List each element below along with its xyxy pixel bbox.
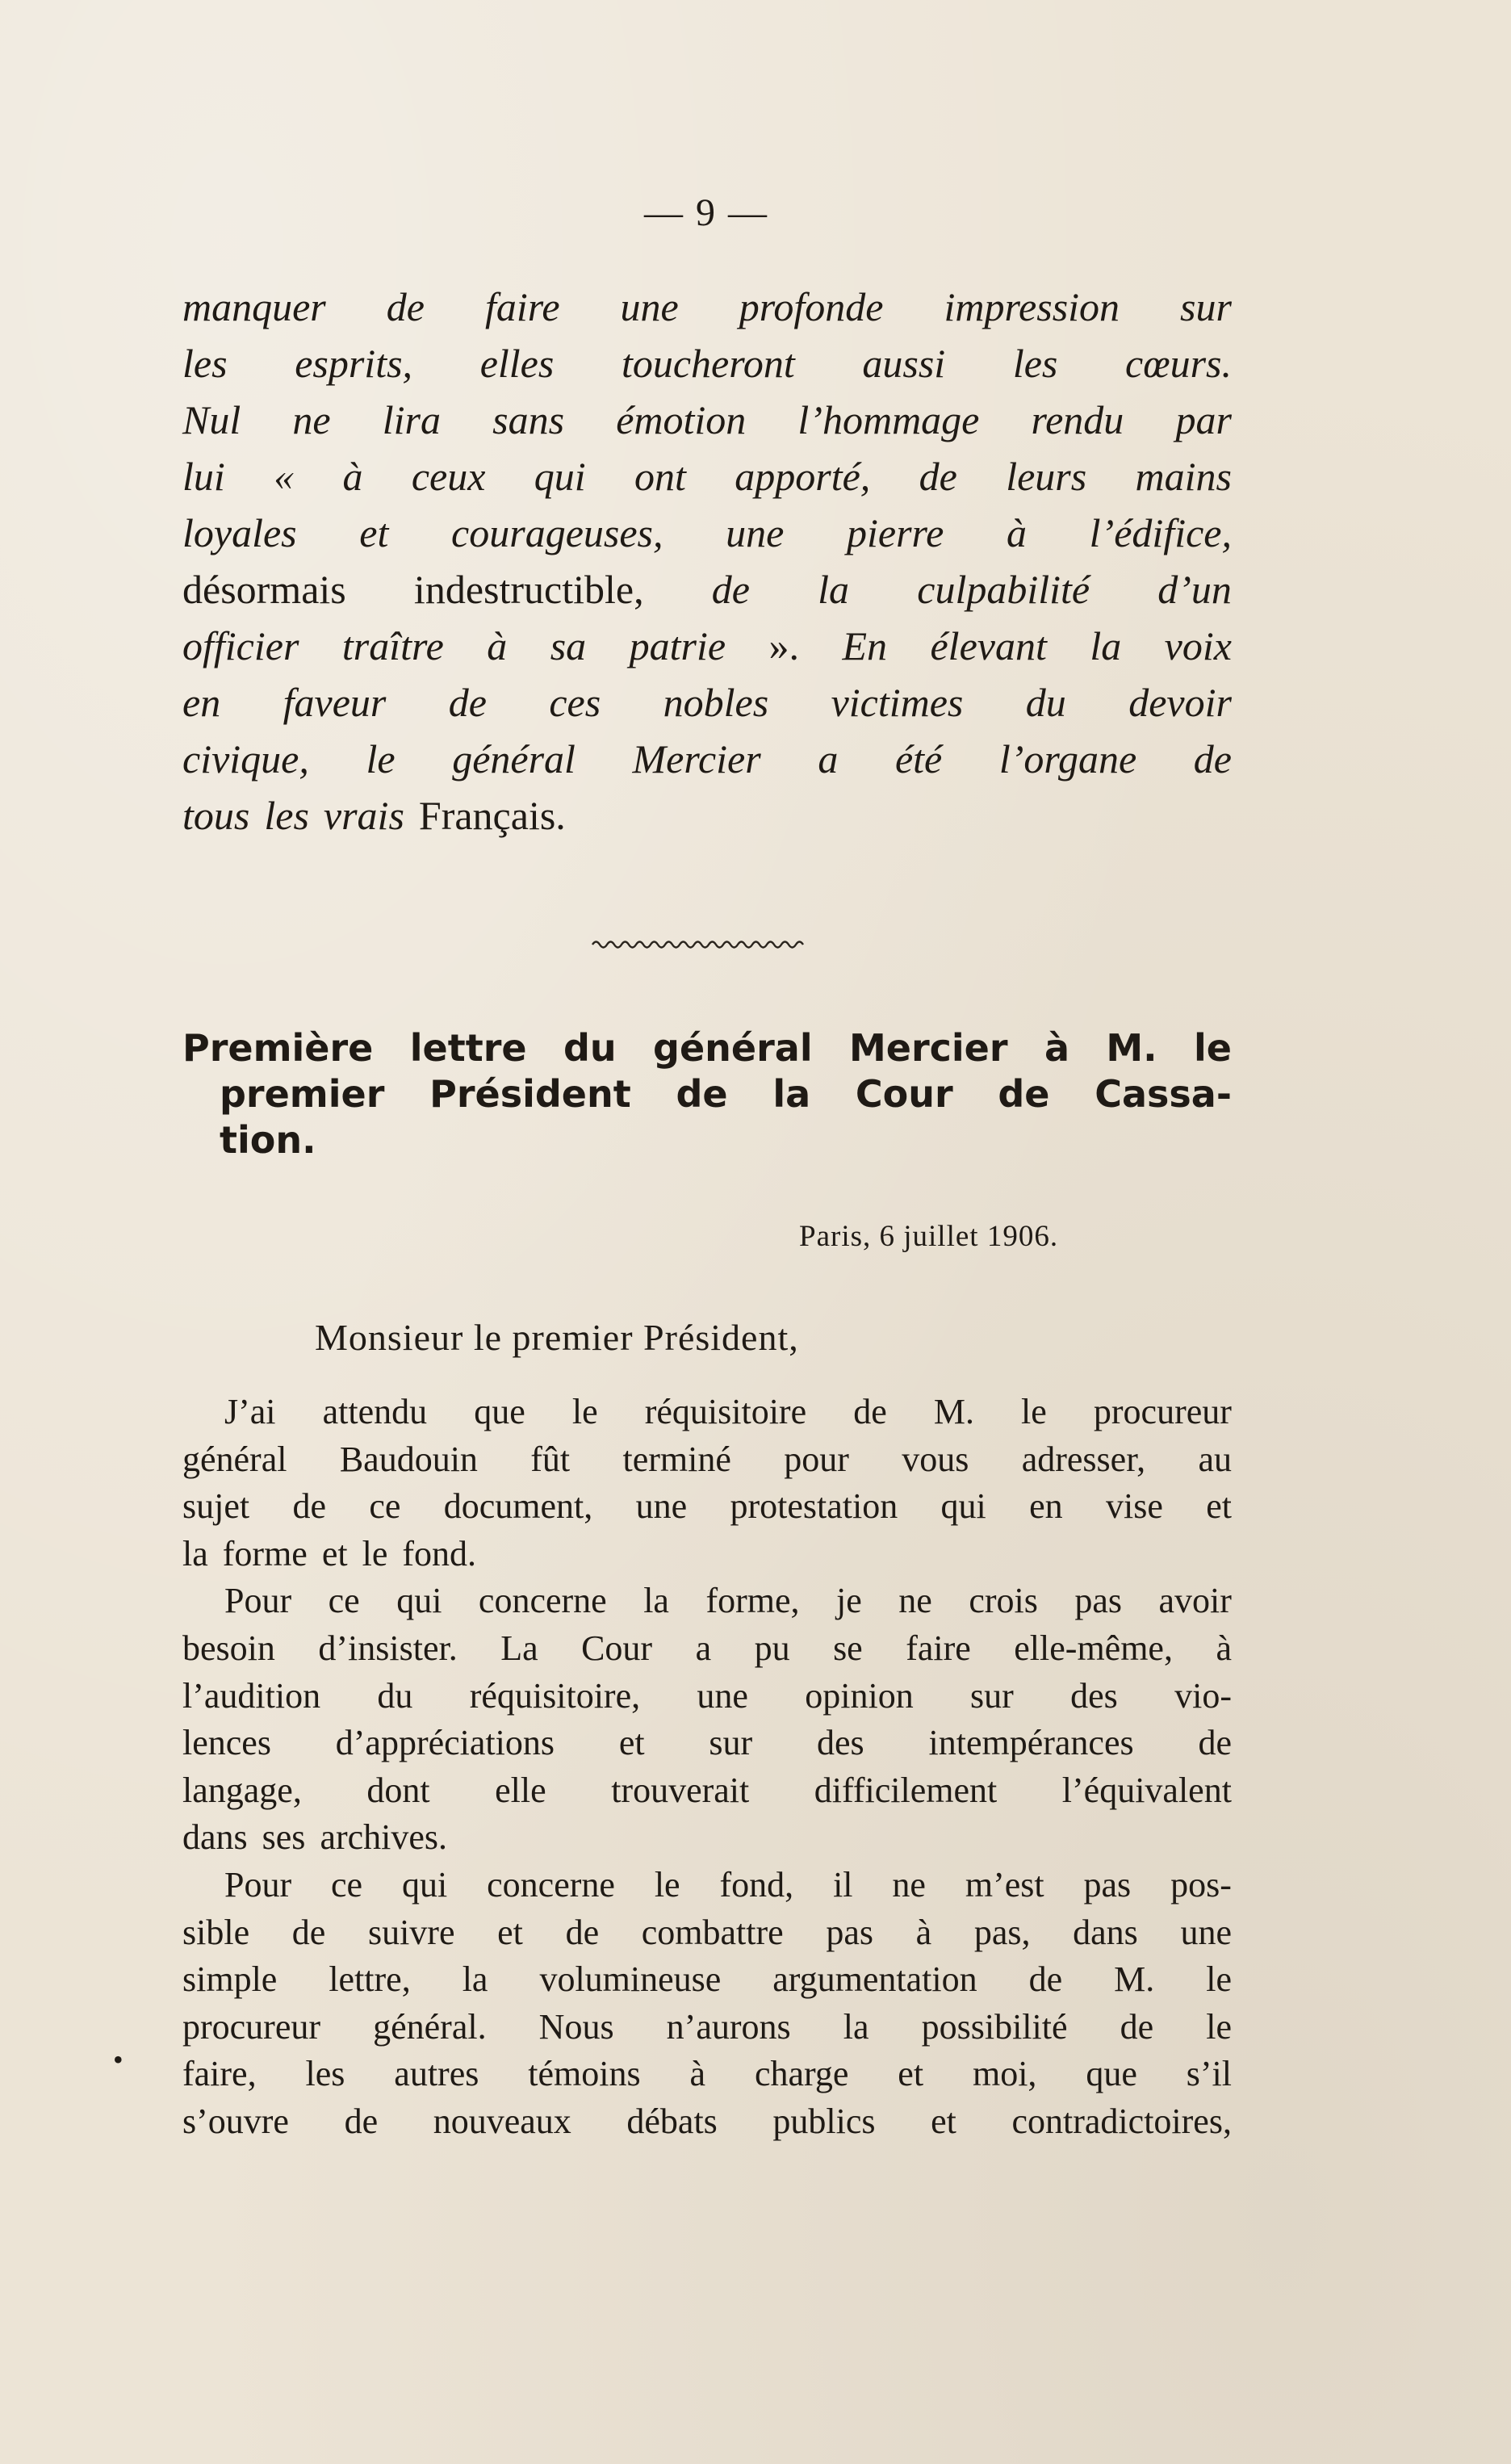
word: l’édifice,	[1089, 510, 1232, 555]
paragraph-line	[182, 618, 1232, 674]
word: la	[818, 567, 850, 612]
letter-line	[182, 1625, 1232, 1673]
word: Cour	[855, 1072, 953, 1116]
heading-line	[182, 1117, 1232, 1163]
word: nobles	[663, 680, 769, 725]
word: simple	[182, 1959, 278, 2000]
letter-line	[182, 1767, 1232, 1815]
word: Pour	[224, 1581, 292, 1621]
word: Première	[182, 1026, 374, 1070]
word: manquer	[182, 284, 326, 329]
word: qui	[396, 1581, 442, 1621]
letter-line	[182, 2004, 1232, 2051]
word: combattre	[641, 1912, 784, 1952]
word: Cassa-	[1095, 1072, 1232, 1116]
word: réquisitoire	[644, 1392, 807, 1431]
letter-line	[182, 1814, 1232, 1862]
word: Mercier	[848, 1026, 1008, 1070]
word: d’insister.	[318, 1628, 458, 1668]
letter-line	[182, 1720, 1232, 1767]
word: désormais	[182, 567, 346, 612]
word: au	[1198, 1439, 1232, 1479]
paragraph-line	[182, 787, 1232, 844]
word: forme	[222, 1533, 308, 1574]
paragraph-line	[182, 731, 1232, 787]
word: loyales	[182, 510, 297, 555]
word: impression	[944, 284, 1120, 329]
word: traître	[341, 623, 444, 668]
letter-line	[182, 2098, 1232, 2146]
word: l’organe	[998, 736, 1137, 782]
word: le	[1206, 2006, 1232, 2047]
word: le	[654, 1864, 680, 1905]
word: J’ai	[224, 1392, 276, 1431]
word: intempérances	[928, 1723, 1134, 1763]
word: de	[565, 1912, 600, 1952]
word: de	[1028, 1959, 1063, 2000]
word: faire	[906, 1628, 971, 1668]
word: protestation	[730, 1486, 898, 1527]
word: le	[1206, 1959, 1232, 2000]
word: la	[843, 2006, 869, 2047]
word: ne	[292, 397, 331, 442]
word: difficilement	[814, 1770, 998, 1810]
word: général	[653, 1026, 813, 1070]
heading-line	[182, 1071, 1232, 1117]
word: à	[1007, 510, 1028, 555]
word: officier	[182, 623, 299, 668]
word: faire,	[182, 2054, 257, 2094]
word: et	[898, 2054, 924, 2094]
paragraph-line	[182, 392, 1232, 448]
word: M.	[933, 1392, 974, 1431]
word: de	[919, 454, 957, 499]
word: une	[726, 510, 785, 555]
word: possibilité	[921, 2006, 1068, 2047]
word: s’ouvre	[182, 2101, 289, 2141]
word: lettre,	[329, 1959, 411, 2000]
word: d’un	[1157, 567, 1232, 612]
word: ont	[634, 454, 686, 499]
word: général	[452, 736, 576, 782]
word: il	[833, 1864, 853, 1905]
word: sur	[1180, 284, 1232, 329]
word: dans	[182, 1817, 248, 1858]
word: crois	[969, 1581, 1038, 1621]
word: à	[1044, 1026, 1069, 1070]
word: aussi	[862, 341, 946, 386]
word: une	[620, 284, 679, 329]
word: le	[366, 736, 396, 782]
word: attendu	[322, 1392, 428, 1431]
word: charge	[754, 2054, 849, 2094]
word: En	[842, 623, 888, 668]
word: publics	[772, 2101, 876, 2141]
word: ces	[549, 680, 601, 725]
word: et	[618, 1723, 645, 1763]
paragraph-line	[182, 279, 1232, 335]
word: tous	[182, 793, 250, 838]
word: de	[292, 1486, 326, 1527]
word: et	[1206, 1486, 1232, 1527]
word: procureur	[182, 2006, 321, 2047]
word: vio-	[1174, 1675, 1232, 1716]
word: Nous	[538, 2006, 614, 2047]
word: ».	[768, 623, 800, 668]
word: en	[182, 680, 221, 725]
word: Pour	[224, 1864, 292, 1905]
word: concerne	[487, 1864, 615, 1905]
word: pas	[1083, 1864, 1132, 1905]
word: contradictoires,	[1011, 2101, 1232, 2141]
word: voix	[1164, 623, 1232, 668]
word: elle	[495, 1770, 546, 1810]
word: Baudouin	[339, 1439, 478, 1479]
word: besoin	[182, 1628, 275, 1668]
word: le	[1193, 1026, 1232, 1070]
word: à	[1216, 1628, 1232, 1668]
word: lira	[382, 397, 441, 442]
word: procureur	[1093, 1392, 1232, 1431]
word: réquisitoire,	[469, 1675, 641, 1716]
word: du	[377, 1675, 413, 1716]
word: du	[563, 1026, 617, 1070]
word: les	[1012, 341, 1058, 386]
word: victimes	[831, 680, 964, 725]
word: en	[1029, 1486, 1063, 1527]
word: Nul	[182, 397, 241, 442]
word: le	[362, 1533, 388, 1574]
word: sible	[182, 1912, 250, 1952]
word: devoir	[1128, 680, 1232, 725]
word: des	[817, 1723, 864, 1763]
word: fond,	[719, 1864, 794, 1905]
word: suivre	[367, 1912, 455, 1952]
word: été	[894, 736, 943, 782]
margin-mark: •	[113, 2043, 123, 2076]
word: courageuses,	[451, 510, 663, 555]
word: la	[1090, 623, 1122, 668]
word: pas,	[973, 1912, 1031, 1952]
word: pas	[1074, 1581, 1123, 1621]
word: une	[697, 1675, 748, 1716]
word: patrie	[629, 623, 726, 668]
word: général	[182, 1439, 287, 1479]
word: témoins	[528, 2054, 641, 2094]
word: vrais	[323, 793, 404, 838]
word: le	[571, 1392, 598, 1431]
word: autres	[394, 2054, 479, 2094]
word: Mercier	[632, 736, 761, 782]
word: concerne	[478, 1581, 607, 1621]
word: faveur	[283, 680, 387, 725]
word: la	[772, 1072, 811, 1116]
wavy-separator-ornament	[591, 937, 809, 953]
word: M.	[1106, 1026, 1157, 1070]
word: sur	[970, 1675, 1014, 1716]
word: l’équivalent	[1061, 1770, 1232, 1810]
word: de	[291, 1912, 326, 1952]
word: trouverait	[611, 1770, 750, 1810]
word: de	[1198, 1723, 1232, 1763]
word: argumentation	[772, 1959, 977, 2000]
word: La	[500, 1628, 538, 1668]
word: à	[689, 2054, 706, 2094]
word: Cour	[581, 1628, 653, 1668]
word: général.	[373, 2006, 487, 2047]
salutation: Monsieur le premier Président,	[315, 1317, 799, 1358]
word: apporté,	[735, 454, 871, 499]
page-number: — 9 —	[644, 191, 768, 234]
word: du	[1025, 680, 1066, 725]
word: fût	[530, 1439, 571, 1479]
word: pos-	[1170, 1864, 1232, 1905]
word: pierre	[847, 510, 944, 555]
letter-line	[182, 1673, 1232, 1720]
word: des	[1070, 1675, 1118, 1716]
word: ce	[331, 1864, 363, 1905]
word: qui	[402, 1864, 448, 1905]
word: et	[359, 510, 389, 555]
paragraph-line	[182, 674, 1232, 731]
word: lui	[182, 454, 225, 499]
word: fond.	[402, 1533, 477, 1574]
letter-body	[182, 1389, 1232, 2146]
word: sur	[709, 1723, 753, 1763]
word: indestructible,	[413, 567, 644, 612]
paragraph-line	[182, 448, 1232, 505]
word: de	[998, 1072, 1050, 1116]
letter-line	[182, 1956, 1232, 2004]
word: ceux	[411, 454, 486, 499]
word: ce	[328, 1581, 360, 1621]
letter-line	[182, 1389, 1232, 1436]
wavy-line	[592, 942, 803, 948]
word: Français.	[418, 793, 566, 838]
word: opinion	[805, 1675, 914, 1716]
word: pas	[826, 1912, 873, 1952]
word: les	[182, 341, 228, 386]
word: m’est	[965, 1864, 1044, 1905]
dateline: Paris, 6 juillet 1906.	[799, 1220, 1059, 1253]
word: dont	[366, 1770, 430, 1810]
word: lettre	[409, 1026, 527, 1070]
word: adresser,	[1021, 1439, 1146, 1479]
word: a	[695, 1628, 712, 1668]
letter-line	[182, 1531, 1232, 1578]
word: vous	[902, 1439, 969, 1479]
word: mains	[1135, 454, 1232, 499]
paragraph-line	[182, 335, 1232, 392]
letter-line	[182, 1483, 1232, 1531]
word: de	[711, 567, 750, 612]
word: pu	[754, 1628, 790, 1668]
word: que	[1086, 2054, 1137, 2094]
word: pour	[784, 1439, 849, 1479]
italic-paragraph	[182, 279, 1232, 844]
word: de	[853, 1392, 887, 1431]
word: sa	[550, 623, 587, 668]
word: élevant	[930, 623, 1047, 668]
word: elle-même,	[1014, 1628, 1173, 1668]
word: qui	[940, 1486, 986, 1527]
word: M.	[1114, 1959, 1155, 2000]
word: ses	[262, 1817, 306, 1858]
word: vise	[1106, 1486, 1163, 1527]
paragraph-line	[182, 505, 1232, 561]
word: le	[1021, 1392, 1047, 1431]
word: nouveaux	[433, 2101, 571, 2141]
word: par	[1175, 397, 1232, 442]
word: culpabilité	[917, 567, 1090, 612]
word: document,	[443, 1486, 593, 1527]
word: leurs	[1006, 454, 1087, 499]
word: ne	[892, 1864, 926, 1905]
word: une	[635, 1486, 688, 1527]
word: lences	[182, 1723, 271, 1763]
letter-line	[182, 1862, 1232, 1909]
word: elles	[479, 341, 555, 386]
word: à	[342, 454, 363, 499]
word: Président	[429, 1072, 631, 1116]
word: ce	[369, 1486, 401, 1527]
word: premier	[220, 1072, 385, 1116]
word: je	[836, 1581, 862, 1621]
word: de	[1193, 736, 1232, 782]
word: s’il	[1186, 2054, 1232, 2094]
word: volumineuse	[539, 1959, 722, 2000]
word: de	[386, 284, 425, 329]
word: émotion	[616, 397, 747, 442]
word: archives.	[320, 1817, 448, 1858]
letter-heading	[182, 1025, 1232, 1163]
word: langage,	[182, 1770, 302, 1810]
word: sans	[492, 397, 565, 442]
word: terminé	[622, 1439, 731, 1479]
heading-line	[182, 1025, 1232, 1071]
word: les	[305, 2054, 345, 2094]
word: que	[474, 1392, 525, 1431]
word: la	[462, 1959, 488, 2000]
word: la	[643, 1581, 669, 1621]
word: civique,	[182, 736, 309, 782]
word: se	[833, 1628, 863, 1668]
word: une	[1180, 1912, 1232, 1952]
word: cœurs.	[1125, 341, 1232, 386]
word: profonde	[739, 284, 884, 329]
word: faire	[484, 284, 560, 329]
word: avoir	[1158, 1581, 1232, 1621]
word: forme,	[705, 1581, 800, 1621]
word: de	[676, 1072, 728, 1116]
word: tion.	[220, 1118, 316, 1162]
letter-line	[182, 1578, 1232, 1625]
word: de	[344, 2101, 379, 2141]
word: sujet	[182, 1486, 250, 1527]
word: l’audition	[182, 1675, 321, 1716]
word: rendu	[1031, 397, 1124, 442]
word: toucheront	[621, 341, 795, 386]
word: de	[448, 680, 487, 725]
word: «	[274, 454, 295, 499]
word: et	[321, 1533, 348, 1574]
paragraph-line	[182, 561, 1232, 618]
word: n’aurons	[666, 2006, 791, 2047]
word: à	[487, 623, 508, 668]
letter-line	[182, 1436, 1232, 1484]
word: d’appréciations	[335, 1723, 555, 1763]
word: débats	[626, 2101, 718, 2141]
letter-line	[182, 2051, 1232, 2098]
word: dans	[1073, 1912, 1138, 1952]
word: l’hommage	[797, 397, 980, 442]
word: la	[182, 1533, 208, 1574]
letter-line	[182, 1909, 1232, 1957]
word: a	[818, 736, 839, 782]
word: à	[915, 1912, 932, 1952]
word: et	[931, 2101, 956, 2141]
word: esprits,	[295, 341, 413, 386]
word: de	[1120, 2006, 1154, 2047]
word: moi,	[972, 2054, 1037, 2094]
word: les	[264, 793, 309, 838]
word: et	[497, 1912, 523, 1952]
word: qui	[534, 454, 586, 499]
word: ne	[898, 1581, 932, 1621]
